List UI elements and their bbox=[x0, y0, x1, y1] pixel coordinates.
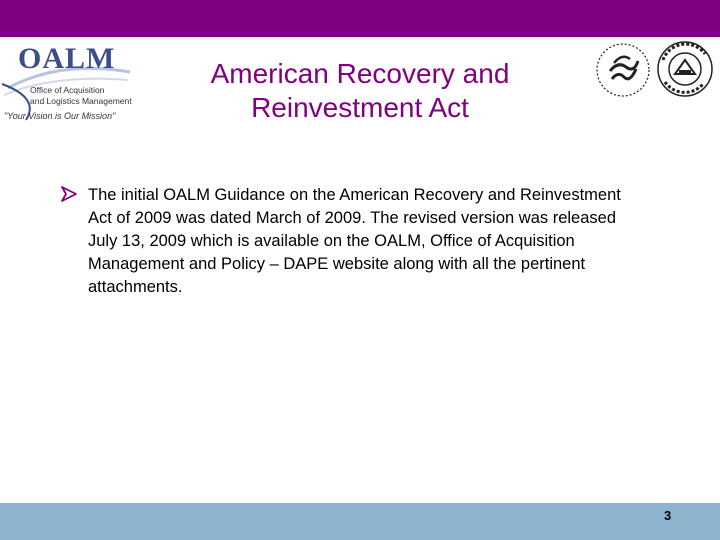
footer-bar bbox=[0, 503, 720, 540]
oalm-wordmark: OALM bbox=[18, 42, 116, 75]
oalm-subtitle-line2: and Logistics Management bbox=[30, 96, 132, 106]
oalm-tagline: "Your Vision is Our Mission" bbox=[4, 111, 116, 121]
bullet-text: The initial OALM Guidance on the American Recovery and Reinvestment Act of 2009 was dated March of 2009. The revised version was released July 13, 2009 which is available on the OALM, Office of Acquisition Management and Policy – DAPE website along with all the pertinent attachments. bbox=[88, 186, 621, 296]
header-bar bbox=[0, 0, 720, 37]
arrow-bullet-icon bbox=[60, 185, 78, 203]
page-title bbox=[160, 57, 560, 125]
hhs-seal-icon bbox=[594, 41, 652, 99]
nih-seal-icon bbox=[655, 40, 715, 98]
title-line-1: American Recovery and bbox=[210, 58, 510, 89]
oalm-subtitle-line1: Office of Acquisition bbox=[30, 85, 105, 95]
title-line-2: Reinvestment Act bbox=[251, 92, 469, 123]
page-number: 3 bbox=[664, 508, 672, 523]
